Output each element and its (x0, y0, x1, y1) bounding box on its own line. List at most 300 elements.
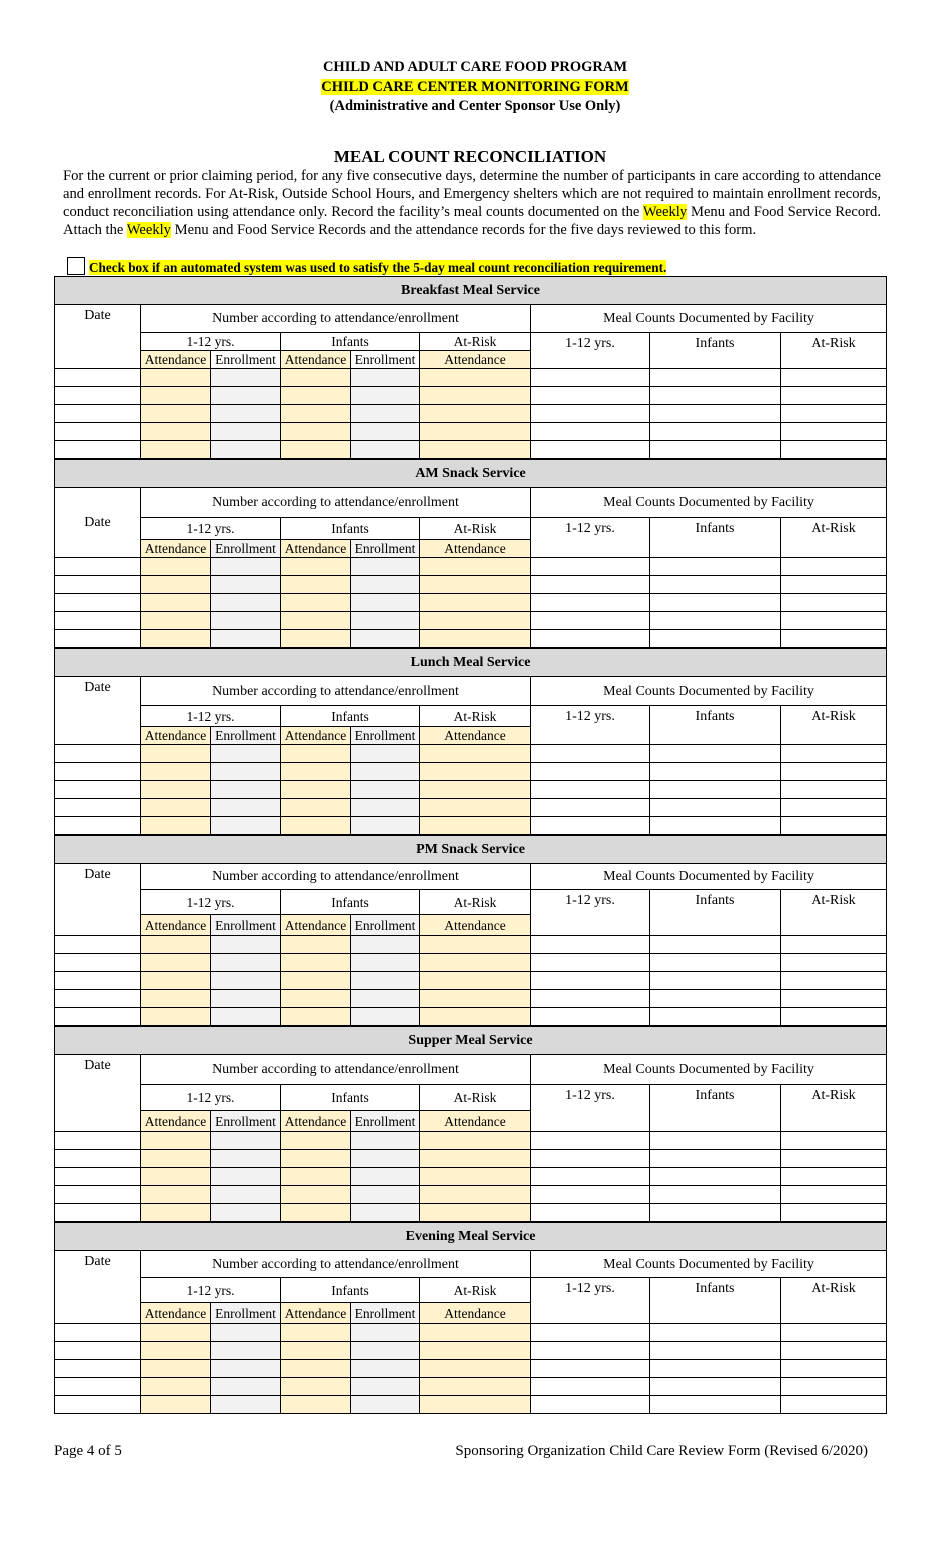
attendance-at-risk-cell[interactable] (420, 781, 531, 799)
count-at-risk-cell[interactable] (781, 745, 887, 763)
date-cell[interactable] (55, 763, 141, 781)
count-1-12-cell[interactable] (531, 1168, 650, 1186)
enrollment-infants-cell[interactable] (351, 1378, 420, 1396)
attendance-infants-cell[interactable] (281, 558, 351, 576)
enrollment-infants-cell[interactable] (351, 441, 420, 459)
attendance-infants-cell[interactable] (281, 594, 351, 612)
count-infants-cell[interactable] (650, 1378, 781, 1396)
enrollment-infants-cell[interactable] (351, 612, 420, 630)
enrollment-infants-cell[interactable] (351, 1204, 420, 1222)
attendance-at-risk-cell[interactable] (420, 441, 531, 459)
attendance-infants-cell[interactable] (281, 630, 351, 648)
enrollment-infants-cell[interactable] (351, 630, 420, 648)
attendance-1-12-cell[interactable] (141, 558, 211, 576)
count-1-12-cell[interactable] (531, 972, 650, 990)
attendance-infants-cell[interactable] (281, 1008, 351, 1026)
date-cell[interactable] (55, 1342, 141, 1360)
date-cell[interactable] (55, 936, 141, 954)
documented-infants-header: Infants (650, 1085, 781, 1132)
count-at-risk-cell[interactable] (781, 1378, 887, 1396)
date-cell[interactable] (55, 990, 141, 1008)
enrollment-1-12-cell[interactable] (211, 1150, 281, 1168)
count-infants-cell[interactable] (650, 1168, 781, 1186)
count-1-12-cell[interactable] (531, 576, 650, 594)
date-cell[interactable] (55, 369, 141, 387)
date-cell[interactable] (55, 1360, 141, 1378)
count-at-risk-cell[interactable] (781, 369, 887, 387)
attendance-1-12-cell[interactable] (141, 1186, 211, 1204)
enrollment-infants-cell[interactable] (351, 954, 420, 972)
count-1-12-cell[interactable] (531, 1186, 650, 1204)
attendance-infants-cell[interactable] (281, 1204, 351, 1222)
enrollment-1-12-cell[interactable] (211, 972, 281, 990)
count-infants-cell[interactable] (650, 423, 781, 441)
enrollment-1-12-cell[interactable] (211, 369, 281, 387)
attendance-1-12-cell[interactable] (141, 799, 211, 817)
attendance-infants-cell[interactable] (281, 1378, 351, 1396)
attendance-1-12-cell[interactable] (141, 405, 211, 423)
date-cell[interactable] (55, 799, 141, 817)
service-title: PM Snack Service (55, 836, 887, 864)
enrollment-infants-cell[interactable] (351, 558, 420, 576)
enrollment-1-12-cell[interactable] (211, 405, 281, 423)
date-cell[interactable] (55, 1186, 141, 1204)
count-infants-cell[interactable] (650, 405, 781, 423)
attendance-1-12-cell[interactable] (141, 972, 211, 990)
attendance-infants-cell[interactable] (281, 612, 351, 630)
count-at-risk-cell[interactable] (781, 781, 887, 799)
attendance-infants-cell[interactable] (281, 763, 351, 781)
count-infants-cell[interactable] (650, 1186, 781, 1204)
attendance-infants-cell[interactable] (281, 1132, 351, 1150)
count-infants-cell[interactable] (650, 558, 781, 576)
count-1-12-cell[interactable] (531, 558, 650, 576)
attendance-infants-cell[interactable] (281, 954, 351, 972)
enrollment-infants-cell[interactable] (351, 576, 420, 594)
table-row (55, 1150, 887, 1168)
table-row (55, 387, 887, 405)
infants-header: Infants (281, 1278, 420, 1303)
count-1-12-cell[interactable] (531, 781, 650, 799)
count-at-risk-cell[interactable] (781, 1360, 887, 1378)
data-rows (55, 936, 887, 1026)
count-1-12-cell[interactable] (531, 630, 650, 648)
attendance-at-risk-cell[interactable] (420, 1378, 531, 1396)
count-1-12-cell[interactable] (531, 954, 650, 972)
attendance-infants-cell[interactable] (281, 405, 351, 423)
count-infants-cell[interactable] (650, 781, 781, 799)
count-at-risk-cell[interactable] (781, 1008, 887, 1026)
enrollment-infants-cell[interactable] (351, 1132, 420, 1150)
date-cell[interactable] (55, 972, 141, 990)
date-cell[interactable] (55, 576, 141, 594)
count-1-12-cell[interactable] (531, 612, 650, 630)
enrollment-header: Enrollment (351, 727, 420, 745)
date-cell[interactable] (55, 441, 141, 459)
age-1-12-header: 1-12 yrs. (141, 518, 281, 540)
enrollment-1-12-cell[interactable] (211, 799, 281, 817)
attendance-at-risk-cell[interactable] (420, 990, 531, 1008)
meal-service-tables (54, 276, 886, 1414)
count-at-risk-cell[interactable] (781, 1396, 887, 1414)
count-at-risk-cell[interactable] (781, 1186, 887, 1204)
attendance-1-12-cell[interactable] (141, 1360, 211, 1378)
enrollment-infants-cell[interactable] (351, 781, 420, 799)
date-cell[interactable] (55, 781, 141, 799)
count-infants-cell[interactable] (650, 1150, 781, 1168)
attendance-infants-cell[interactable] (281, 369, 351, 387)
date-cell[interactable] (55, 630, 141, 648)
count-at-risk-cell[interactable] (781, 936, 887, 954)
date-cell[interactable] (55, 405, 141, 423)
attendance-at-risk-cell[interactable] (420, 745, 531, 763)
enrollment-1-12-cell[interactable] (211, 763, 281, 781)
date-cell[interactable] (55, 612, 141, 630)
count-infants-cell[interactable] (650, 576, 781, 594)
attendance-1-12-cell[interactable] (141, 745, 211, 763)
attendance-at-risk-cell[interactable] (420, 1150, 531, 1168)
attendance-at-risk-cell[interactable] (420, 594, 531, 612)
count-infants-cell[interactable] (650, 1342, 781, 1360)
attendance-at-risk-cell[interactable] (420, 405, 531, 423)
attendance-1-12-cell[interactable] (141, 1204, 211, 1222)
count-at-risk-cell[interactable] (781, 817, 887, 835)
attendance-at-risk-cell[interactable] (420, 817, 531, 835)
attendance-group-header: Number according to attendance/enrollment (141, 677, 531, 706)
attendance-infants-cell[interactable] (281, 1168, 351, 1186)
count-at-risk-cell[interactable] (781, 630, 887, 648)
attendance-at-risk-cell[interactable] (420, 576, 531, 594)
attendance-at-risk-cell[interactable] (420, 1168, 531, 1186)
attendance-1-12-cell[interactable] (141, 387, 211, 405)
enrollment-1-12-cell[interactable] (211, 936, 281, 954)
attendance-1-12-cell[interactable] (141, 781, 211, 799)
attendance-1-12-cell[interactable] (141, 1342, 211, 1360)
enrollment-1-12-cell[interactable] (211, 441, 281, 459)
attendance-infants-cell[interactable] (281, 1396, 351, 1414)
attendance-1-12-cell[interactable] (141, 1378, 211, 1396)
enrollment-1-12-cell[interactable] (211, 423, 281, 441)
enrollment-1-12-cell[interactable] (211, 954, 281, 972)
count-at-risk-cell[interactable] (781, 763, 887, 781)
date-cell[interactable] (55, 387, 141, 405)
enrollment-infants-cell[interactable] (351, 745, 420, 763)
date-cell[interactable] (55, 1396, 141, 1414)
attendance-at-risk-cell[interactable] (420, 630, 531, 648)
enrollment-infants-cell[interactable] (351, 936, 420, 954)
date-cell[interactable] (55, 1204, 141, 1222)
attendance-1-12-cell[interactable] (141, 1008, 211, 1026)
enrollment-1-12-cell[interactable] (211, 387, 281, 405)
count-1-12-cell[interactable] (531, 1008, 650, 1026)
attendance-infants-cell[interactable] (281, 817, 351, 835)
count-infants-cell[interactable] (650, 1008, 781, 1026)
automated-system-checkbox[interactable] (67, 257, 85, 275)
count-infants-cell[interactable] (650, 763, 781, 781)
enrollment-1-12-cell[interactable] (211, 1008, 281, 1026)
count-infants-cell[interactable] (650, 972, 781, 990)
attendance-header: Attendance (420, 540, 531, 558)
enrollment-infants-cell[interactable] (351, 369, 420, 387)
attendance-1-12-cell[interactable] (141, 1396, 211, 1414)
count-1-12-cell[interactable] (531, 817, 650, 835)
at-risk-header: At-Risk (420, 333, 531, 351)
attendance-infants-cell[interactable] (281, 781, 351, 799)
count-at-risk-cell[interactable] (781, 576, 887, 594)
count-infants-cell[interactable] (650, 1324, 781, 1342)
count-1-12-cell[interactable] (531, 1132, 650, 1150)
count-infants-cell[interactable] (650, 387, 781, 405)
count-infants-cell[interactable] (650, 369, 781, 387)
count-infants-cell[interactable] (650, 1360, 781, 1378)
count-infants-cell[interactable] (650, 441, 781, 459)
enrollment-1-12-cell[interactable] (211, 745, 281, 763)
count-infants-cell[interactable] (650, 1396, 781, 1414)
enrollment-header: Enrollment (211, 540, 281, 558)
enrollment-infants-cell[interactable] (351, 1396, 420, 1414)
attendance-infants-cell[interactable] (281, 387, 351, 405)
count-infants-cell[interactable] (650, 594, 781, 612)
count-1-12-cell[interactable] (531, 990, 650, 1008)
attendance-infants-cell[interactable] (281, 423, 351, 441)
count-at-risk-cell[interactable] (781, 990, 887, 1008)
enrollment-infants-cell[interactable] (351, 1186, 420, 1204)
attendance-header: Attendance (420, 351, 531, 369)
data-rows (55, 745, 887, 835)
count-1-12-cell[interactable] (531, 1150, 650, 1168)
count-infants-cell[interactable] (650, 630, 781, 648)
count-1-12-cell[interactable] (531, 369, 650, 387)
count-infants-cell[interactable] (650, 612, 781, 630)
date-cell[interactable] (55, 745, 141, 763)
enrollment-infants-cell[interactable] (351, 972, 420, 990)
attendance-at-risk-cell[interactable] (420, 1186, 531, 1204)
enrollment-1-12-cell[interactable] (211, 817, 281, 835)
enrollment-infants-cell[interactable] (351, 990, 420, 1008)
attendance-at-risk-cell[interactable] (420, 763, 531, 781)
date-cell[interactable] (55, 1132, 141, 1150)
count-at-risk-cell[interactable] (781, 1132, 887, 1150)
count-1-12-cell[interactable] (531, 1378, 650, 1396)
attendance-infants-cell[interactable] (281, 1150, 351, 1168)
count-at-risk-cell[interactable] (781, 612, 887, 630)
count-at-risk-cell[interactable] (781, 423, 887, 441)
enrollment-1-12-cell[interactable] (211, 1342, 281, 1360)
documented-group-header: Meal Counts Documented by Facility (531, 1055, 887, 1085)
count-1-12-cell[interactable] (531, 799, 650, 817)
attendance-at-risk-cell[interactable] (420, 972, 531, 990)
enrollment-1-12-cell[interactable] (211, 1168, 281, 1186)
count-at-risk-cell[interactable] (781, 558, 887, 576)
count-1-12-cell[interactable] (531, 405, 650, 423)
attendance-header: Attendance (141, 727, 211, 745)
date-cell[interactable] (55, 817, 141, 835)
attendance-infants-cell[interactable] (281, 745, 351, 763)
count-at-risk-cell[interactable] (781, 387, 887, 405)
enrollment-1-12-cell[interactable] (211, 612, 281, 630)
enrollment-1-12-cell[interactable] (211, 1378, 281, 1396)
enrollment-infants-cell[interactable] (351, 1342, 420, 1360)
enrollment-1-12-cell[interactable] (211, 1396, 281, 1414)
count-at-risk-cell[interactable] (781, 405, 887, 423)
attendance-1-12-cell[interactable] (141, 441, 211, 459)
enrollment-infants-cell[interactable] (351, 423, 420, 441)
attendance-infants-cell[interactable] (281, 576, 351, 594)
date-cell[interactable] (55, 558, 141, 576)
attendance-1-12-cell[interactable] (141, 594, 211, 612)
enrollment-infants-cell[interactable] (351, 1324, 420, 1342)
count-at-risk-cell[interactable] (781, 441, 887, 459)
enrollment-1-12-cell[interactable] (211, 1132, 281, 1150)
enrollment-infants-cell[interactable] (351, 387, 420, 405)
attendance-1-12-cell[interactable] (141, 576, 211, 594)
attendance-at-risk-cell[interactable] (420, 1008, 531, 1026)
count-1-12-cell[interactable] (531, 1360, 650, 1378)
attendance-infants-cell[interactable] (281, 1360, 351, 1378)
enrollment-infants-cell[interactable] (351, 1150, 420, 1168)
attendance-infants-cell[interactable] (281, 936, 351, 954)
count-at-risk-cell[interactable] (781, 799, 887, 817)
attendance-1-12-cell[interactable] (141, 1168, 211, 1186)
attendance-1-12-cell[interactable] (141, 763, 211, 781)
attendance-1-12-cell[interactable] (141, 954, 211, 972)
enrollment-1-12-cell[interactable] (211, 594, 281, 612)
enrollment-infants-cell[interactable] (351, 1008, 420, 1026)
attendance-1-12-cell[interactable] (141, 1150, 211, 1168)
attendance-at-risk-cell[interactable] (420, 1396, 531, 1414)
attendance-1-12-cell[interactable] (141, 936, 211, 954)
count-at-risk-cell[interactable] (781, 1150, 887, 1168)
count-infants-cell[interactable] (650, 954, 781, 972)
enrollment-infants-cell[interactable] (351, 763, 420, 781)
count-1-12-cell[interactable] (531, 936, 650, 954)
count-at-risk-cell[interactable] (781, 1342, 887, 1360)
enrollment-infants-cell[interactable] (351, 799, 420, 817)
enrollment-infants-cell[interactable] (351, 405, 420, 423)
count-1-12-cell[interactable] (531, 1204, 650, 1222)
date-cell[interactable] (55, 1150, 141, 1168)
attendance-at-risk-cell[interactable] (420, 1360, 531, 1378)
attendance-infants-cell[interactable] (281, 990, 351, 1008)
enrollment-1-12-cell[interactable] (211, 781, 281, 799)
date-cell[interactable] (55, 1378, 141, 1396)
meal-service-table (54, 835, 887, 1026)
date-cell[interactable] (55, 423, 141, 441)
count-infants-cell[interactable] (650, 936, 781, 954)
at-risk-header: At-Risk (420, 518, 531, 540)
attendance-1-12-cell[interactable] (141, 990, 211, 1008)
service-title: AM Snack Service (55, 460, 887, 488)
count-at-risk-cell[interactable] (781, 954, 887, 972)
attendance-infants-cell[interactable] (281, 1342, 351, 1360)
enrollment-1-12-cell[interactable] (211, 576, 281, 594)
count-1-12-cell[interactable] (531, 745, 650, 763)
attendance-at-risk-cell[interactable] (420, 1342, 531, 1360)
count-1-12-cell[interactable] (531, 594, 650, 612)
attendance-1-12-cell[interactable] (141, 1132, 211, 1150)
attendance-1-12-cell[interactable] (141, 369, 211, 387)
meal-service-table (54, 276, 887, 459)
count-1-12-cell[interactable] (531, 1342, 650, 1360)
count-at-risk-cell[interactable] (781, 1204, 887, 1222)
count-1-12-cell[interactable] (531, 1396, 650, 1414)
attendance-at-risk-cell[interactable] (420, 799, 531, 817)
documented-age-1-12-header: 1-12 yrs. (531, 1085, 650, 1132)
count-infants-cell[interactable] (650, 817, 781, 835)
attendance-infants-cell[interactable] (281, 1186, 351, 1204)
automated-system-label: Check box if an automated system was used to satisfy the 5-day meal count reconciliation requirement. (89, 260, 667, 275)
enrollment-header: Enrollment (211, 351, 281, 369)
attendance-group-header: Number according to attendance/enrollment (141, 1251, 531, 1278)
date-cell[interactable] (55, 1324, 141, 1342)
enrollment-1-12-cell[interactable] (211, 1360, 281, 1378)
attendance-infants-cell[interactable] (281, 799, 351, 817)
attendance-at-risk-cell[interactable] (420, 612, 531, 630)
enrollment-1-12-cell[interactable] (211, 1324, 281, 1342)
date-cell[interactable] (55, 954, 141, 972)
count-infants-cell[interactable] (650, 1204, 781, 1222)
attendance-1-12-cell[interactable] (141, 612, 211, 630)
enrollment-1-12-cell[interactable] (211, 558, 281, 576)
date-cell[interactable] (55, 1008, 141, 1026)
attendance-header: Attendance (281, 540, 351, 558)
count-infants-cell[interactable] (650, 1132, 781, 1150)
enrollment-1-12-cell[interactable] (211, 630, 281, 648)
count-infants-cell[interactable] (650, 990, 781, 1008)
documented-infants-header: Infants (650, 890, 781, 936)
enrollment-infants-cell[interactable] (351, 817, 420, 835)
attendance-at-risk-cell[interactable] (420, 936, 531, 954)
attendance-1-12-cell[interactable] (141, 1324, 211, 1342)
count-1-12-cell[interactable] (531, 423, 650, 441)
attendance-at-risk-cell[interactable] (420, 387, 531, 405)
count-infants-cell[interactable] (650, 799, 781, 817)
attendance-at-risk-cell[interactable] (420, 369, 531, 387)
attendance-1-12-cell[interactable] (141, 630, 211, 648)
attendance-at-risk-cell[interactable] (420, 1132, 531, 1150)
count-at-risk-cell[interactable] (781, 1324, 887, 1342)
count-1-12-cell[interactable] (531, 441, 650, 459)
attendance-at-risk-cell[interactable] (420, 1324, 531, 1342)
count-at-risk-cell[interactable] (781, 1168, 887, 1186)
attendance-infants-cell[interactable] (281, 441, 351, 459)
attendance-at-risk-cell[interactable] (420, 423, 531, 441)
enrollment-infants-cell[interactable] (351, 1360, 420, 1378)
attendance-at-risk-cell[interactable] (420, 1204, 531, 1222)
count-infants-cell[interactable] (650, 745, 781, 763)
count-at-risk-cell[interactable] (781, 972, 887, 990)
attendance-infants-cell[interactable] (281, 972, 351, 990)
attendance-1-12-cell[interactable] (141, 817, 211, 835)
count-1-12-cell[interactable] (531, 763, 650, 781)
enrollment-1-12-cell[interactable] (211, 990, 281, 1008)
table-row (55, 745, 887, 763)
attendance-infants-cell[interactable] (281, 1324, 351, 1342)
enrollment-infants-cell[interactable] (351, 594, 420, 612)
enrollment-1-12-cell[interactable] (211, 1204, 281, 1222)
enrollment-infants-cell[interactable] (351, 1168, 420, 1186)
date-cell[interactable] (55, 1168, 141, 1186)
date-cell[interactable] (55, 594, 141, 612)
attendance-1-12-cell[interactable] (141, 423, 211, 441)
count-1-12-cell[interactable] (531, 1324, 650, 1342)
count-1-12-cell[interactable] (531, 387, 650, 405)
count-at-risk-cell[interactable] (781, 594, 887, 612)
attendance-at-risk-cell[interactable] (420, 558, 531, 576)
attendance-at-risk-cell[interactable] (420, 954, 531, 972)
form-revision: Sponsoring Organization Child Care Review Form (Revised 6/2020) (455, 1443, 868, 1459)
enrollment-1-12-cell[interactable] (211, 1186, 281, 1204)
